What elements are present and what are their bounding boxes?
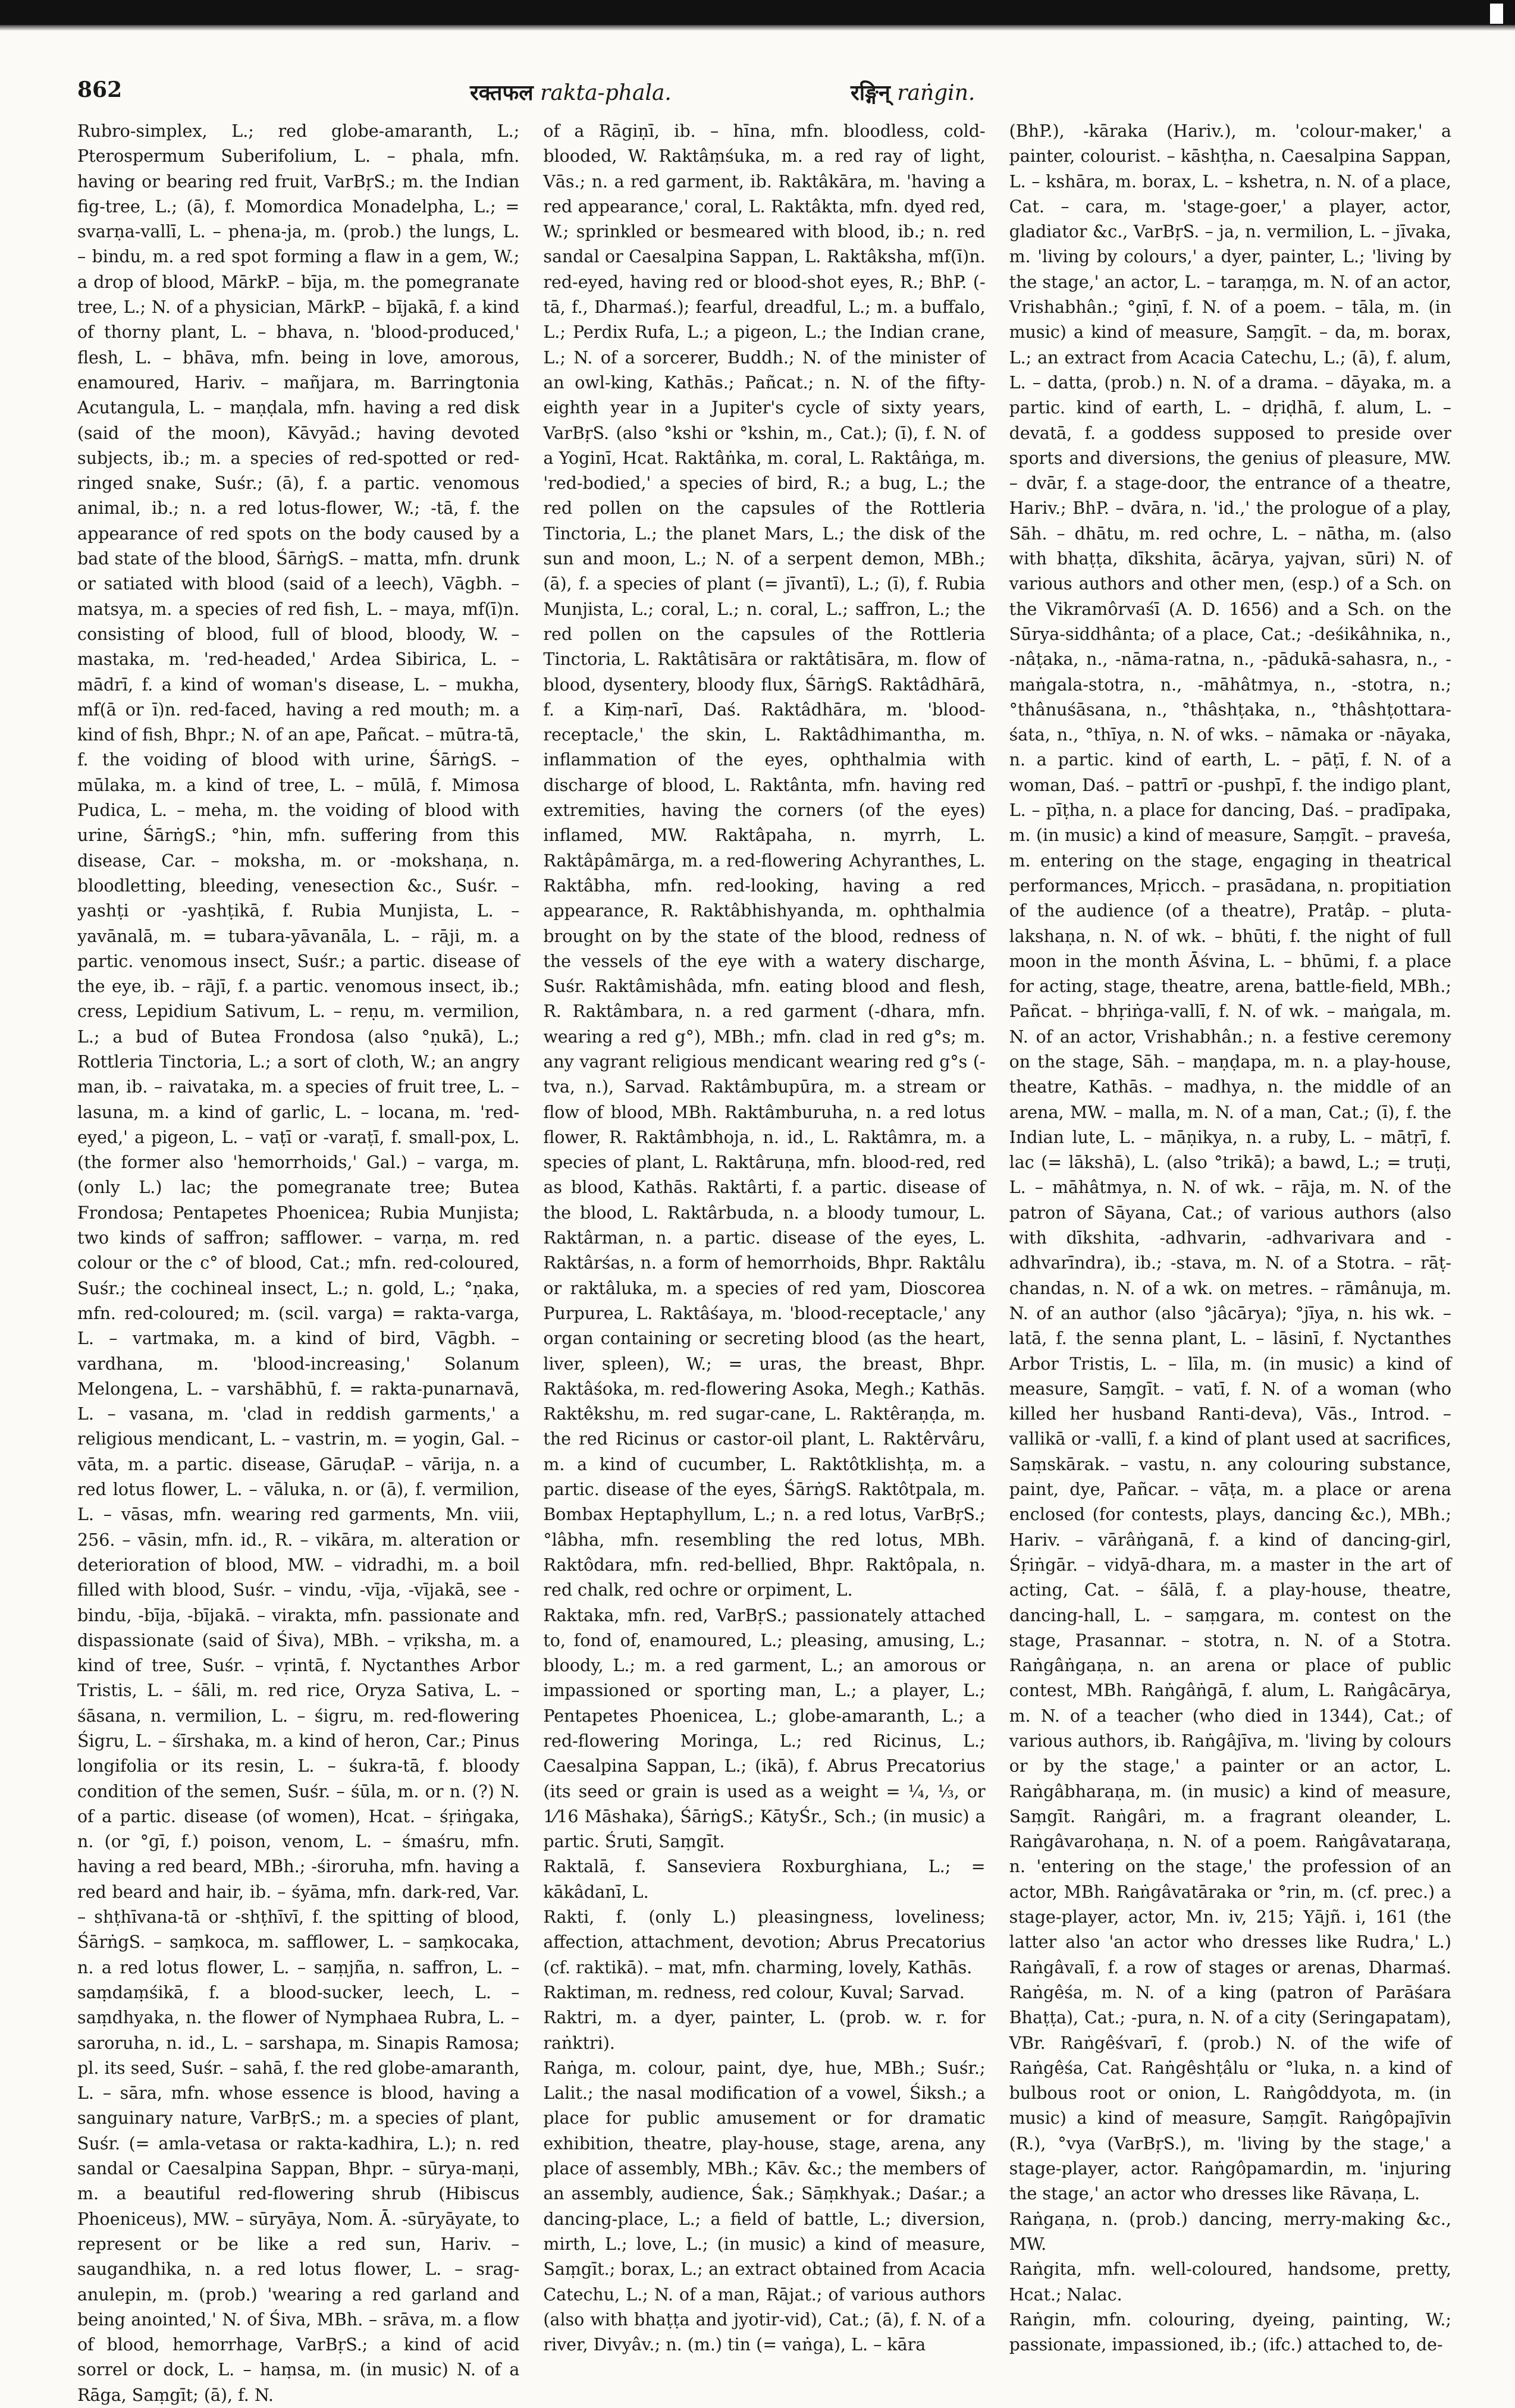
dictionary-columns — [77, 119, 1451, 2405]
entry-paragraph: Rakti, f. (only L.) pleasingness, loveliness; affection, attachment, devotion; Abrus Precatorius (cf. raktikā). – mat, mfn. charming, lovely, Kathās. — [543, 1907, 986, 1977]
entry-paragraph: Raktalā, f. Sanseviera Roxburghiana, L.; = kākâdanī, L. — [543, 1857, 986, 1902]
header-last-word-devanagari: रङ्गिन् — [851, 80, 890, 105]
entry-paragraph: of a Rāgiṇī, ib. – hīna, mfn. bloodless, cold-blooded, W. Raktâṃśuka, m. a red ray of light, Vās.; n. a red garment, ib. Raktâkāra, m. 'having a red appearance,' coral, L. Raktâkta, mfn. dyed red, W.; sprinkled or besmeared with blood, ib.; n. red sandal or Caesalpina Sappan, L. Raktâksha, mf(ī)n. red-eyed, having red or blood-shot eyes, R.; BhP. (-tā, f., Dharmaś.); fearful, dreadful, L.; m. a buffalo, L.; Perdix Rufa, L.; a pigeon, L.; the Indian crane, L.; N. of a sorcerer, Buddh.; N. of the minister of an owl-king, Kathās.; Pañcat.; n. N. of the fifty-eighth year in a Jupiter's cycle of sixty years, VarBṛS. (also °kshi or °kshin, m., Cat.); (ī), f. N. of a Yoginī, Hcat. Raktâṅka, m. coral, L. Raktâṅga, m. 'red-bodied,' a species of bird, R.; a bug, L.; the red pollen on the capsules of the Rottleria Tinctoria, L.; the planet Mars, L.; the disk of the sun and moon, L.; N. of a serpent demon, MBh.; (ā), f. a species of plant (= jīvantī), L.; (ī), f. Rubia Munjista, L.; coral, L.; n. coral, L.; saffron, L.; the red pollen on the capsules of the Rottleria Tinctoria, L. Raktâtisāra or raktâtisāra, m. flow of blood, dysentery, bloody flux, ŚārṅgS. Raktâdhārā, f. a Kiṃ-narī, Daś. Raktâdhāra, m. 'blood-receptacle,' the skin, L. Raktâdhimantha, m. inflammation of the eyes, ophthalmia with discharge of blood, L. Raktânta, mfn. having red extremities, having the corners (of the eyes) inflamed, MW. Raktâpaha, n. myrrh, L. Raktâpâmārga, m. a red-flowering Achyranthes, L. Raktâbha, mfn. red-looking, having a red appearance, R. Raktâbhishyanda, m. ophthalmia brought on by the state of the blood, redness of the vessels of the eye with a watery discharge, Suśr. Raktâmishâda, mfn. eating blood and flesh, R. Raktâmbara, n. a red garment (-dhara, mfn. wearing a red g°), MBh.; mfn. clad in red g°s; m. any vagrant religious mendicant wearing red g°s (-tva, n.), Sarvad. Raktâmbupūra, m. a stream or flow of blood, MBh. Raktâmburuha, n. a red lotus flower, R. Raktâmbhoja, n. id., L. Raktâmra, m. a species of plant, L. Raktâruṇa, mfn. blood-red, red as blood, Kathās. Raktârti, f. a partic. disease of the blood, L. Raktârbuda, n. a bloody tumour, L. Raktârman, n. a partic. disease of the eyes, L. Raktârśas, n. a form of hemorrhoids, Bhpr. Raktâlu or raktâluka, m. a species of red yam, Dioscorea Purpurea, L. Raktâśaya, m. 'blood-receptacle,' any organ containing or secreting blood (as the heart, liver, spleen), W.; = uras, the breast, Bhpr. Raktâśoka, m. red-flowering Asoka, Megh.; Kathās. Raktêkshu, m. red sugar-cane, L. Raktêraṇḍa, m. the red Ricinus or castor-oil plant, L. Raktêrvâru, m. a kind of cucumber, L. Raktôtklishṭa, m. a partic. disease of the eyes, ŚārṅgS. Raktôtpala, m. Bombax Heptaphyllum, L.; n. a red lotus, VarBṛS.; °lâbha, mfn. resembling the red lotus, MBh. Raktôdara, mfn. red-bellied, Bhpr. Raktôpala, n. red chalk, red ochre or orpiment, L. — [543, 121, 986, 1600]
column-left — [77, 119, 520, 2405]
entry-paragraph: Raṅga, m. colour, paint, dye, hue, MBh.; Suśr.; Lalit.; the nasal modification of a vowel, Śiksh.; a place for public amusement or for dramatic exhibition, theatre, play-house, stage, arena, any place of assembly, MBh.; Kāv. &c.; the members of an assembly, audience, Śak.; Sāṃkhyak.; Daśar.; a dancing-place, L.; a field of battle, L.; diversion, mirth, L.; love, L.; (in music) a kind of measure, Saṃgīt.; borax, L.; an extract obtained from Acacia Catechu, L.; N. of a man, Rājat.; of various authors (also with bhaṭṭa and jyotir-vid), Cat.; (ā), f. N. of a river, Divyâv.; n. (m.) tin (= vaṅga), L. – kāra — [543, 2058, 986, 2355]
running-header — [77, 77, 1450, 113]
page-number: 862 — [77, 77, 123, 102]
entry-paragraph: Raṅgita, mfn. well-coloured, handsome, pretty, Hcat.; Nalac. — [1009, 2259, 1451, 2305]
entry-paragraph: Raktiman, m. redness, red colour, Kuval; Sarvad. — [543, 1982, 965, 2002]
header-last-word-roman: raṅgin. — [897, 81, 976, 105]
entry-paragraph: Raṅgin, mfn. colouring, dyeing, painting, W.; passionate, impassioned, ib.; (ifc.) attached to, de- — [1009, 2309, 1451, 2355]
header-first-word-roman: rakta-phala. — [540, 81, 672, 105]
entry-paragraph: Raṅgaṇa, n. (prob.) dancing, merry-making &c., MW. — [1009, 2209, 1451, 2254]
column-middle — [543, 119, 986, 2355]
header-first-word — [470, 77, 672, 106]
entry-paragraph: Raktri, m. a dyer, painter, L. (prob. w. r. for raṅktri). — [543, 2008, 986, 2053]
entry-paragraph: Raktaka, mfn. red, VarBṛS.; passionately attached to, fond of, enamoured, L.; pleasing, amusing, L.; bloody, L.; m. a red garment, L.; an amorous or impassioned or sporting man, L.; a player, L.; Pentapetes Phoenicea, L.; globe-amaranth, L.; a red-flowering Moringa, L.; red Ricinus, L.; Caesalpina Sappan, L.; (ikā), f. Abrus Precatorius (its seed or grain is used as a weight = ¼, ⅓, or 1⁄16 Māshaka), ŚārṅgS.; KātyŚr., Sch.; (in music) a partic. Śruti, Saṃgīt. — [543, 1605, 986, 1852]
page-edge-mark — [1490, 4, 1503, 24]
entry-paragraph: (BhP.), -kāraka (Hariv.), m. 'colour-maker,' a painter, colourist. – kāshṭha, n. Caesalpina Sappan, L. – kshāra, m. borax, L. – kshetra, n. N. of a place, Cat. – cara, m. 'stage-goer,' a player, actor, gladiator &c., VarBṛS. – ja, n. vermilion, L. – jīvaka, m. 'living by colours,' a dyer, painter, L.; 'living by the stage,' an actor, L. – taraṃga, m. N. of an actor, Vrishabhân.; °giṇī, f. N. of a poem. – tāla, m. (in music) a kind of measure, Saṃgīt. – da, m. borax, L.; an extract from Acacia Catechu, L.; (ā), f. alum, L. – datta, (prob.) n. N. of a drama. – dāyaka, m. a partic. kind of earth, L. – dṛiḍhā, f. alum, L. – devatā, f. a goddess supposed to preside over sports and diversions, the genius of pleasure, MW. – dvār, f. a stage-door, the entrance of a theatre, Hariv.; BhP. – dvāra, n. 'id.,' the prologue of a play, Sāh. – dhātu, m. red ochre, L. – nātha, m. (also with bhaṭṭa, dīkshita, ācārya, yajvan, sūri) N. of various authors and other men, (esp.) of a Sch. on the Vikramôrvaśī (A. D. 1656) and a Sch. on the Sūrya-siddhânta; of a place, Cat.; -deśikâhnika, n., -nâṭaka, n., -nāma-ratna, n., -pādukā-sahasra, n., -maṅgala-stotra, n., -māhâtmya, n., -stotra, n.; °thânuśāsana, n., °thâshṭaka, n., °thâshṭottara-śata, n., °thīya, n. N. of wks. – nāmaka or -nāyaka, n. a partic. kind of earth, L. – pāṭī, f. N. of a woman, Daś. – pattrī or -pushpī, f. the indigo plant, L. – pīṭha, n. a place for dancing, Daś. – pradīpaka, m. (in music) a kind of measure, Saṃgīt. – praveśa, m. entering on the stage, engaging in theatrical performances, Mṛicch. – prasādana, n. propitiation of the audience (of a theatre), Pratâp. – pluta-lakshaṇa, n. N. of wk. – bhūti, f. the night of full moon in the month Āśvina, L. – bhūmi, f. a place for acting, stage, theatre, arena, battle-field, MBh.; Pañcat. – bhṛiṅga-vallī, f. N. of wk. – maṅgala, m. N. of an actor, Vrishabhân.; n. a festive ceremony on the stage, Sāh. – maṇḍapa, m. n. a play-house, theatre, Kathās. – madhya, n. the middle of an arena, MW. – malla, m. N. of a man, Cat.; (ī), f. the Indian lute, L. – māṇikya, n. a ruby, L. – mātṛī, f. lac (= lākshā), L. (also °trikā); a bawd, L.; = truṭi, L. – māhâtmya, n. N. of wk. – rāja, m. N. of the patron of Sāyana, Cat.; of various authors (also with dīkshita, -adhvarin, -adhvarivara and -adhvarīndra), ib.; -stava, m. N. of a Stotra. – rāṭ-chandas, n. N. of a wk. on metres. – rāmânuja, m. N. of an author (also °jâcārya); °jīya, n. his wk. – latā, f. the senna plant, L. – lāsinī, f. Nyctanthes Arbor Tristis, L. – līla, m. (in music) a kind of measure, Saṃgīt. – vatī, f. N. of a woman (who killed her husband Ranti-deva), Vās., Introd. – vallikā or -vallī, f. a kind of plant used at sacrifices, Saṃskārak. – vastu, n. any colouring substance, paint, dye, Pañcar. – vāṭa, m. a place or arena enclosed (for contests, plays, dancing &c.), MBh.; Hariv. – vārâṅganā, f. a kind of dancing-girl, Śṛiṅgār. – vidyā-dhara, m. a master in the art of acting, Cat. – śālā, f. a play-house, theatre, dancing-hall, L. – saṃgara, m. contest on the stage, Prasannar. – stotra, n. N. of a Stotra. Raṅgâṅgaṇa, n. an arena or place of public contest, MBh. Raṅgâṅgā, f. alum, L. Raṅgâcārya, m. N. of a teacher (who died in 1344), Cat.; of various authors, ib. Raṅgâjīva, m. 'living by colours or by the stage,' a painter or an actor, L. Raṅgâbharaṇa, m. (in music) a kind of measure, Saṃgīt. Raṅgâri, m. a fragrant oleander, L. Raṅgâvarohaṇa, n. N. of a poem. Raṅgâvataraṇa, n. 'entering on the stage,' the profession of an actor, MBh. Raṅgâvatāraka or °rin, m. (cf. prec.) a stage-player, actor, Mn. iv, 215; Yājñ. i, 161 (the latter also 'an actor who dresses like Rudra,' L.) Raṅgâvalī, f. a row of stages or arenas, Dharmaś. Raṅgêśa, m. N. of a king (patron of Parāśara Bhaṭṭa), Cat.; -pura, n. N. of a city (Seringapatam), VBr. Raṅgêśvarī, f. (prob.) N. of the wife of Raṅgêśa, Cat. Raṅgêshṭâlu or °luka, n. a kind of bulbous root or onion, L. Raṅgôddyota, m. (in music) a kind of measure, Saṃgīt. Raṅgôpajīvin (R.), °vya (VarBṛS.), m. 'living by the stage,' a stage-player, actor. Raṅgôpamardin, m. 'injuring the stage,' an actor who dresses like Rāvaṇa, L. — [1009, 121, 1451, 2204]
scan-top-edge — [0, 0, 1515, 25]
entry-paragraph: Rubro-simplex, L.; red globe-amaranth, L.; Pterospermum Suberifolium, L. – phala, mfn. having or bearing red fruit, VarBṛS.; m. the Indian fig-tree, L.; (ā), f. Momordica Monadelpha, L.; = svarṇa-vallī, L. – phena-ja, m. (prob.) the lungs, L. – bindu, m. a red spot forming a flaw in a gem, W.; a drop of blood, MārkP. – bīja, m. the pomegranate tree, L.; N. of a physician, MārkP. – bījakā, f. a kind of thorny plant, L. – bhava, n. 'blood-produced,' flesh, L. – bhāva, mfn. being in love, amorous, enamoured, Hariv. – mañjara, m. Barringtonia Acutangula, L. – maṇḍala, mfn. having a red disk (said of the moon), Kāvyād.; having devoted subjects, ib.; m. a species of red-spotted or red-ringed snake, Suśr.; (ā), f. a partic. venomous animal, ib.; n. a red lotus-flower, W.; -tā, f. the appearance of red spots on the body caused by a bad state of the blood, ŚārṅgS. – matta, mfn. drunk or satiated with blood (said of a leech), Vāgbh. – matsya, m. a species of red fish, L. – maya, mf(ī)n. consisting of blood, full of blood, bloody, W. – mastaka, m. 'red-headed,' Ardea Sibirica, L. – mādrī, f. a kind of woman's disease, L. – mukha, mf(ā or ī)n. red-faced, having a red mouth; m. a kind of fish, Bhpr.; N. of an ape, Pañcat. – mūtra-tā, f. the voiding of blood with urine, ŚārṅgS. – mūlaka, m. a kind of tree, L. – mūlā, f. Mimosa Pudica, L. – meha, m. the voiding of blood with urine, ŚārṅgS.; °hin, mfn. suffering from this disease, Car. – moksha, m. or -mokshaṇa, n. bloodletting, bleeding, venesection &c., Suśr. – yashṭi or -yashṭikā, f. Rubia Munjista, L. – yavānalā, m. = tubara-yāvanāla, L. – rāji, m. a partic. venomous insect, Suśr.; a partic. disease of the eye, ib. – rājī, f. a partic. venomous insect, ib.; cress, Lepidium Sativum, L. – reṇu, m. vermilion, L.; a bud of Butea Frondosa (also °ṇukā), L.; Rottleria Tinctoria, L.; a sort of cloth, W.; an angry man, ib. – raivataka, m. a species of fruit tree, L. – lasuna, m. a kind of garlic, L. – locana, m. 'red-eyed,' a pigeon, L. – vaṭī or -varaṭī, f. small-pox, L. (the former also 'hemorrhoids,' Gal.) – varga, m. (only L.) lac; the pomegranate tree; Butea Frondosa; Pentapetes Phoenicea; Rubia Munjista; two kinds of saffron; safflower. – varṇa, m. red colour or the c° of blood, Cat.; mfn. red-coloured, Suśr.; the cochineal insect, L.; n. gold, L.; °ṇaka, mfn. red-coloured; m. (scil. varga) = rakta-varga, L. – vartmaka, m. a kind of bird, Vāgbh. – vardhana, m. 'blood-increasing,' Solanum Melongena, L. – varshābhū, f. = rakta-punarnavā, L. – vasana, m. 'clad in reddish garments,' a religious mendicant, L. – vastrin, m. = yogin, Gal. – vāta, m. a partic. disease, GāruḍaP. – vārija, n. a red lotus flower, L. – vāluka, n. or (ā), f. vermilion, L. – vāsas, mfn. wearing red garments, Mn. viii, 256. – vāsin, mfn. id., R. – vikāra, m. alteration or deterioration of blood, MW. – vidradhi, m. a boil filled with blood, Suśr. – vindu, -vīja, -vījakā, see -bindu, -bīja, -bījakā. – virakta, mfn. passionate and dispassionate (said of Śiva), MBh. – vṛiksha, m. a kind of tree, Suśr. – vṛintā, f. Nyctanthes Arbor Tristis, L. – śāli, m. red rice, Oryza Sativa, L. – śāsana, n. vermilion, L. – śigru, m. red-flowering Śigru, L. – śīrshaka, m. a kind of heron, Car.; Pinus longifolia or its resin, L. – śukra-tā, f. bloody condition of the semen, Suśr. – śūla, m. or n. (?) N. of a partic. disease (of women), Hcat. – śṛiṅgaka, n. (or °gī, f.) poison, venom, L. – śmaśru, mfn. having a red beard, MBh.; -śiroruha, mfn. having a red beard and hair, ib. – śyāma, mfn. dark-red, Var. – shṭhīvana-tā or -shṭhīvī, f. the spitting of blood, ŚārṅgS. – saṃkoca, m. safflower, L. – saṃkocaka, n. a red lotus flower, L. – saṃjña, n. saffron, L. – saṃdaṃśikā, f. a blood-sucker, leech, L. – saṃdhyaka, n. the flower of Nymphaea Rubra, L. – saroruha, n. id., L. – sarshapa, m. Sinapis Ramosa; pl. its seed, Suśr. – sahā, f. the red globe-amaranth, L. – sāra, mfn. whose essence is blood, having a sanguinary nature, VarBṛS.; m. a species of plant, Suśr. (= amla-vetasa or rakta-kadhira, L.); n. red sandal or Caesalpina Sappan, Bhpr. – sūrya-maṇi, m. a beautiful red-flowering shrub (Hibiscus Phoeniceus), MW. – sūryāya, Nom. Ā. -sūryāyate, to represent or be like a red sun, Hariv. – saugandhika, n. a red lotus flower, L. – srag-anulepin, m. (prob.) 'wearing a red garland and being anointed,' N. of Śiva, MBh. – srāva, m. a flow of blood, hemorrhage, VarBṛS.; a kind of acid sorrel or dock, L. – haṃsa, m. (in music) N. of a Rāga, Saṃgīt; (ā), f. N. — [77, 121, 520, 2405]
header-last-word — [851, 77, 975, 106]
column-right — [1009, 119, 1451, 2355]
header-first-word-devanagari: रक्तफल — [470, 80, 534, 105]
